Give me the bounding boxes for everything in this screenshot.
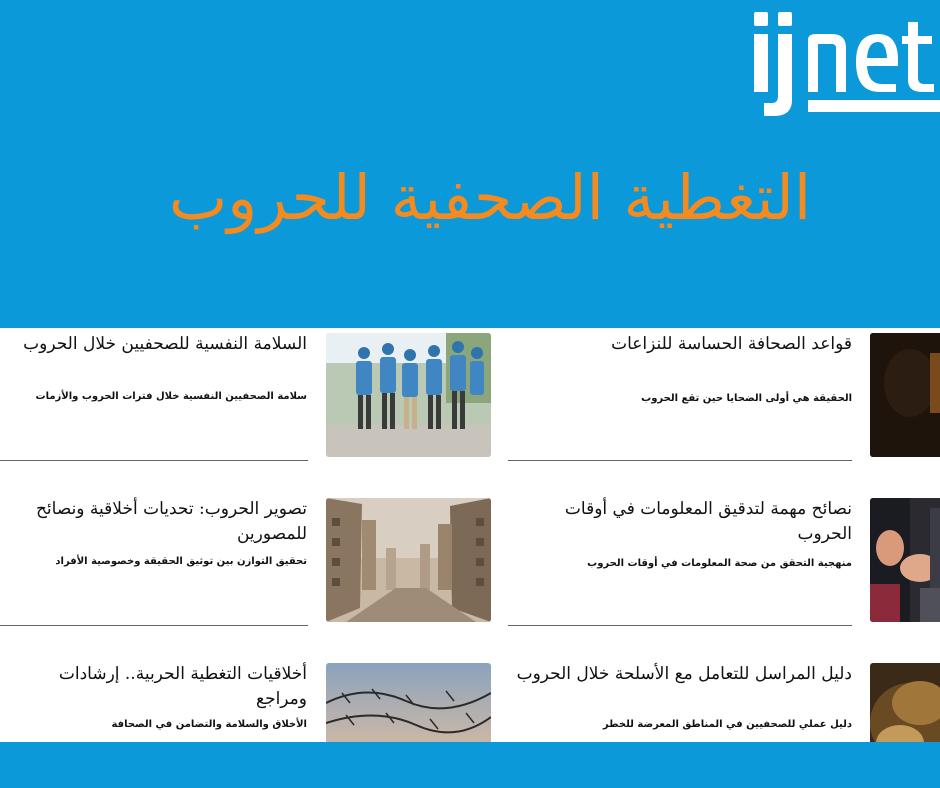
articles-grid (0, 328, 940, 742)
article-title[interactable]: نصائح مهمة لتدقيق المعلومات في أوقات الحروب (564, 499, 852, 544)
article-summary: منهجية التحقق من صحة المعلومات في أوقات الحروب (587, 558, 852, 569)
smoke-photo-image (870, 663, 940, 742)
article-title[interactable]: تصوير الحروب: تحديات أخلاقية ونصائح للمصورين (35, 499, 307, 544)
article-divider (508, 460, 852, 461)
article-summary: دليل عملي للصحفيين في المناطق المعرضة للخطر (602, 719, 852, 730)
article-summary: الحقيقة هي أولى الضحايا حين تقع الحروب (641, 393, 852, 404)
article-thumbnail[interactable] (870, 333, 940, 457)
article-thumbnail[interactable] (870, 498, 940, 622)
article-thumbnail[interactable] (326, 333, 491, 457)
article-title[interactable]: السلامة النفسية للصحفيين خلال الحروب (23, 334, 307, 354)
header-banner (0, 0, 940, 328)
footer-band (0, 742, 940, 788)
journalists-photo-image (326, 333, 491, 457)
ruined-street-photo-image (326, 498, 491, 622)
article-title[interactable]: قواعد الصحافة الحساسة للنزاعات (611, 334, 852, 354)
article-summary: الأخلاق والسلامة والتضامن في الصحافة (111, 719, 307, 730)
article-divider (0, 460, 308, 461)
fact-check-photo-image (870, 498, 940, 622)
article-thumbnail[interactable] (326, 663, 491, 742)
article-divider (508, 625, 852, 626)
article-thumbnail[interactable] (326, 498, 491, 622)
article-title[interactable]: أخلاقيات التغطية الحربية.. إرشادات ومراجع (58, 664, 307, 709)
article-thumbnail[interactable] (870, 663, 940, 742)
article-card[interactable] (0, 493, 491, 617)
article-title[interactable]: دليل المراسل للتعامل مع الأسلحة خلال الحروب (516, 664, 852, 684)
article-card[interactable] (0, 328, 491, 452)
article-card[interactable] (508, 658, 940, 742)
grief-photo-image (870, 333, 940, 457)
barbed-wire-photo-image (326, 663, 491, 742)
page-headline: التغطية الصحفية للحروب (168, 161, 812, 234)
article-card[interactable] (508, 328, 940, 452)
article-card[interactable] (508, 493, 940, 617)
ijnet-logo-graphic (748, 4, 940, 120)
article-card[interactable] (0, 658, 491, 742)
article-divider (0, 625, 308, 626)
article-summary: تحقيق التوازن بين توثيق الحقيقة وخصوصية الأفراد (55, 556, 307, 567)
ijnet-logo[interactable] (748, 4, 940, 120)
article-summary: سلامة الصحفيين النفسية خلال فترات الحروب والأزمات (35, 391, 307, 402)
